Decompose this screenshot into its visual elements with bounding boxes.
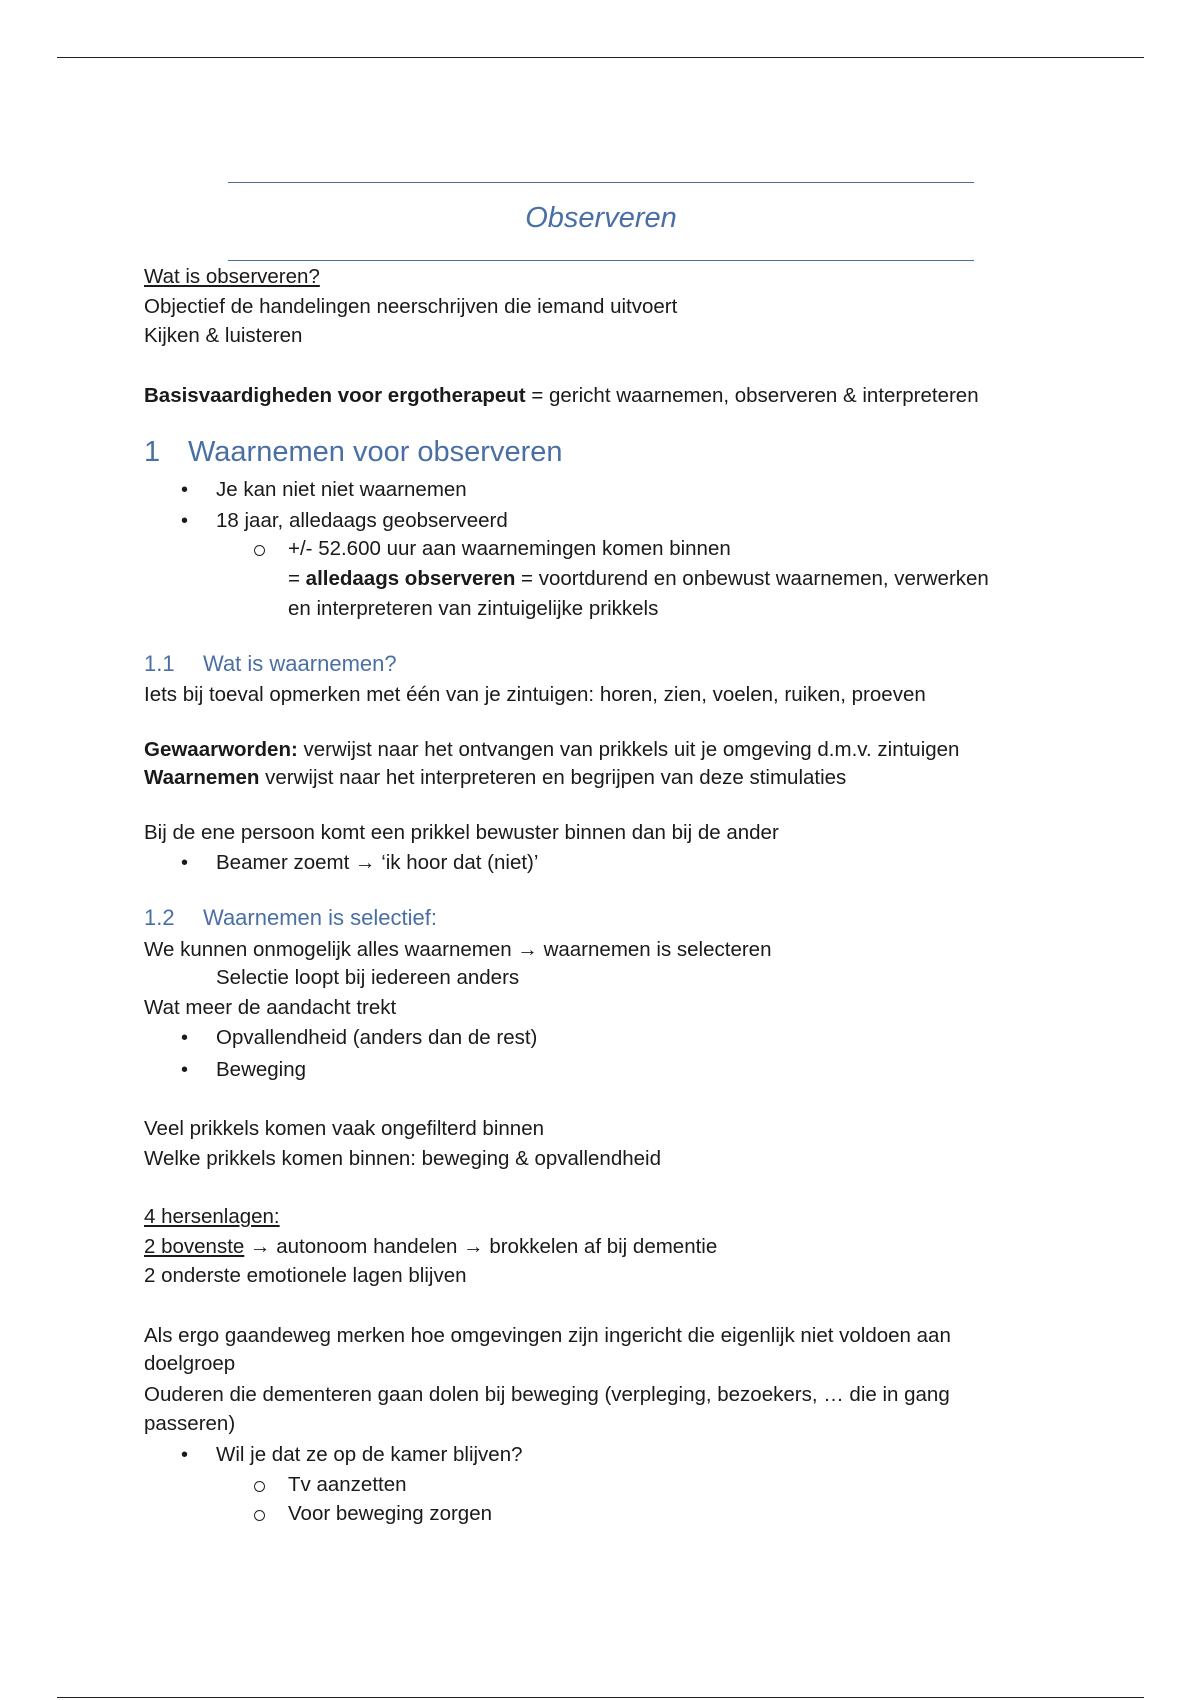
sub-bullet-circle [254,1510,265,1521]
section-1-number: 1 [144,436,161,468]
s12-line-4: Veel prikkels komen vaak ongefilterd binnen [144,1117,544,1140]
brain-line-1-rest: → autonoom handelen → brokkelen af bij dementie [244,1235,718,1258]
s12-bullet-3: Wil je dat ze op de kamer blijven? [216,1443,523,1466]
s11-gew-rest: verwijst naar het ontvangen van prikkels uit je omgeving d.m.v. zintuigen [297,738,960,761]
bullet-dot: • [181,1059,189,1081]
section-1-title: Waarnemen voor observeren [188,436,563,468]
s11-gew-bold: Gewaarworden: [144,738,298,761]
brain-line-1-underlined: 2 bovenste [144,1235,245,1258]
intro-line-1: Objectief de handelingen neerschrijven die iemand uitvoert [144,295,678,318]
bullet-dot: • [181,479,189,501]
s11-gewaarworden [144,736,959,764]
section-1-1-number: 1.1 [144,651,175,676]
s11-waarnemen [144,764,846,792]
s1-sub-2-pre: = [288,567,306,590]
ergo-line-2: doelgroep [144,1352,236,1375]
bullet-dot: • [181,852,189,874]
skills-bold: Basisvaardigheden voor ergotherapeut [144,384,526,407]
s12-bullet-2: Beweging [216,1058,307,1081]
page-bottom-rule [57,1697,1144,1698]
sub-bullet-circle [254,1481,265,1492]
s1-bullet-2: 18 jaar, alledaags geobserveerd [216,509,508,532]
section-1-2-heading [144,905,437,931]
section-1-1-heading [144,651,397,677]
title-bottom-rule [228,260,974,261]
bullet-dot: • [181,1444,189,1466]
s12-bullet-1: Opvallendheid (anders dan de rest) [216,1026,538,1049]
s1-sub-1: +/- 52.600 uur aan waarnemingen komen binnen [288,537,731,560]
sub-bullet-circle [254,545,265,556]
brain-line-1 [144,1233,717,1261]
skills-line [144,382,979,410]
section-1-2-number: 1.2 [144,905,175,930]
s11-waar-rest: verwijst naar het interpreteren en begrijpen van deze stimulaties [259,766,847,789]
s1-sub-2 [288,565,989,593]
s1-sub-3: en interpreteren van zintuigelijke prikkels [288,597,659,620]
s11-line-1: Iets bij toeval opmerken met één van je zintuigen: horen, zien, voelen, ruiken, proeven [144,683,926,706]
section-1-1-title: Wat is waarnemen? [203,651,397,676]
elder-line-2: passeren) [144,1412,236,1435]
section-1-heading [144,436,563,469]
s12-line-5: Welke prikkels komen binnen: beweging & opvallendheid [144,1147,661,1170]
s1-sub-2-bold: alledaags observeren [305,567,516,590]
intro-question: Wat is observeren? [144,265,320,288]
s12-sub-2: Voor beweging zorgen [288,1502,493,1525]
bullet-dot: • [181,1027,189,1049]
section-1-2-title: Waarnemen is selectief: [203,905,437,930]
brain-line-2: 2 onderste emotionele lagen blijven [144,1264,467,1287]
s11-bullet-1: Beamer zoemt → ‘ik hoor dat (niet)’ [216,851,539,874]
s11-waar-bold: Waarnemen [144,766,260,789]
page-top-rule [57,57,1144,58]
s12-line-1: We kunnen onmogelijk alles waarnemen → waarnemen is selecteren [144,938,772,961]
s11-line-2: Bij de ene persoon komt een prikkel bewuster binnen dan bij de ander [144,821,779,844]
intro-line-2: Kijken & luisteren [144,324,303,347]
bullet-dot: • [181,510,189,532]
s1-sub-2-rest: = voortdurend en onbewust waarnemen, verwerken [515,567,989,590]
s12-sub-1: Tv aanzetten [288,1473,407,1496]
s1-bullet-1: Je kan niet niet waarnemen [216,478,467,501]
brain-heading: 4 hersenlagen: [144,1205,280,1228]
s12-line-2: Selectie loopt bij iedereen anders [216,966,520,989]
s12-line-3: Wat meer de aandacht trekt [144,996,397,1019]
title-top-rule [228,182,974,183]
ergo-line-1: Als ergo gaandeweg merken hoe omgevingen zijn ingericht die eigenlijk niet voldoen aan [144,1324,951,1347]
skills-rest: = gericht waarnemen, observeren & interpreteren [525,384,979,407]
document-title: Observeren [525,202,677,234]
elder-line-1: Ouderen die dementeren gaan dolen bij beweging (verpleging, bezoekers, … die in gang [144,1383,950,1406]
